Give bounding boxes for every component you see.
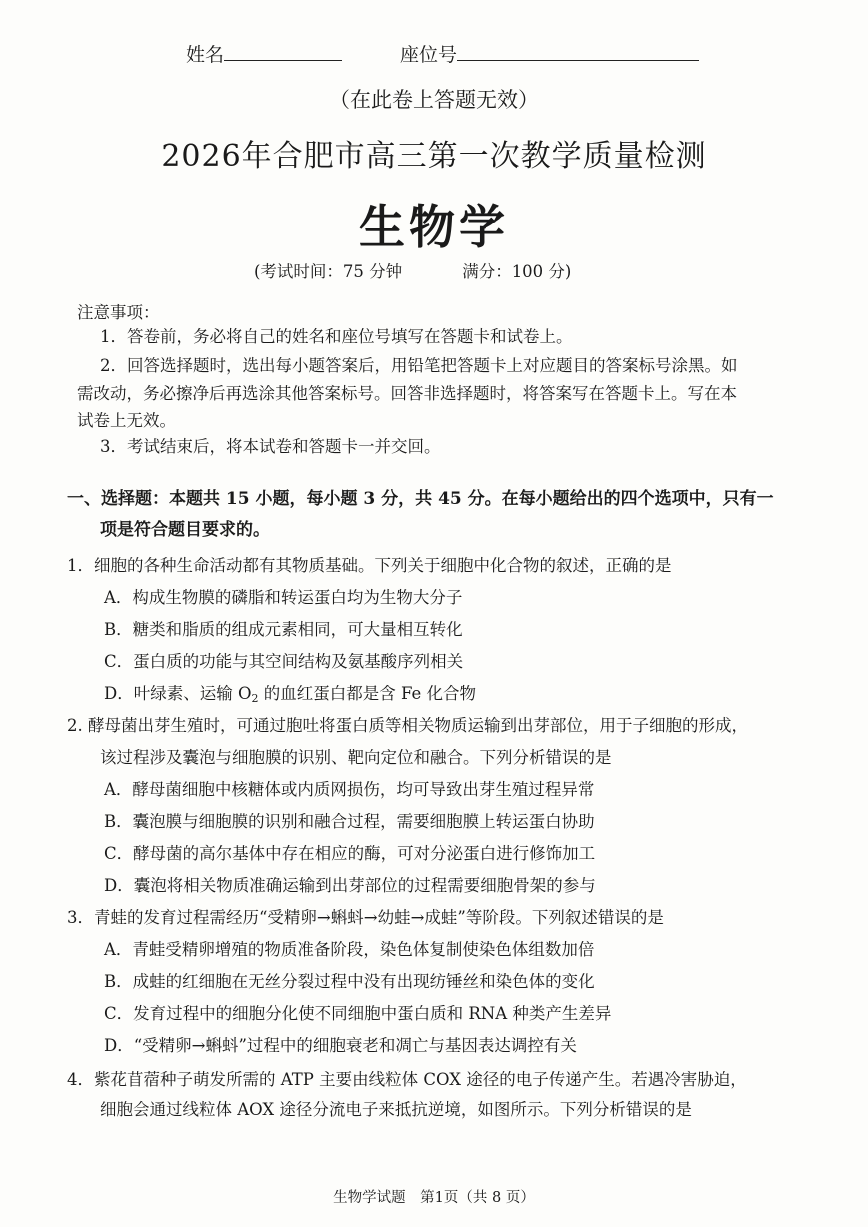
question-3-option-c: C．发育过程中的细胞分化使不同细胞中蛋白质和 RNA 种类产生差异 — [104, 1004, 612, 1023]
exam-time: (考试时间：75 分钟 — [254, 262, 403, 281]
question-1-option-c: C．蛋白质的功能与其空间结构及氨基酸序列相关 — [104, 652, 464, 671]
exam-info — [254, 258, 571, 282]
notice-heading: 注意事项： — [77, 303, 160, 322]
subject-title: 生物学 — [359, 200, 509, 254]
notice-item-3: 3．考试结束后，将本试卷和答题卡一并交回。 — [100, 437, 441, 456]
notice-item-2-end: 试卷上无效。 — [77, 411, 176, 430]
seat-blank — [457, 42, 699, 61]
name-label: 姓名 — [186, 44, 225, 66]
question-2-option-c: C．酵母菌的高尔基体中存在相应的酶，可对分泌蛋白进行修饰加工 — [104, 844, 596, 863]
question-2-stem-cont: 该过程涉及囊泡与细胞膜的识别、靶向定位和融合。下列分析错误的是 — [100, 748, 612, 767]
section-heading: 一、选择题：本题共 15 小题，每小题 3 分，共 45 分。在每小题给出的四个选项中，只有一 — [67, 489, 774, 509]
question-1-option-d: D．叶绿素、运输 $O_2$ 的血红蛋白都是含 Fe 化合物 — [104, 684, 477, 705]
exam-title: 2026年合肥市高三第一次教学质量检测 — [161, 139, 707, 174]
question-3-option-d: D．“受精卵→蝌蚪”过程中的细胞衰老和凋亡与基因表达调控有关 — [104, 1036, 577, 1055]
name-blank — [224, 42, 342, 61]
question-2-option-b: B．囊泡膜与细胞膜的识别和融合过程，需要细胞膜上转运蛋白协助 — [104, 812, 595, 831]
section-heading-cont: 项是符合题目要求的。 — [100, 520, 270, 540]
question-3-option-a: A．青蛙受精卵增殖的物质准备阶段，染色体复制使染色体组数加倍 — [104, 940, 595, 959]
page-footer: 生物学试题 第1页（共 8 页） — [333, 1190, 535, 1206]
question-1-option-a: A．构成生物膜的磷脂和转运蛋白均为生物大分子 — [104, 588, 463, 607]
header-fields — [186, 40, 699, 67]
full-score: 满分：100 分) — [462, 262, 572, 281]
question-1-option-b: B．糖类和脂质的组成元素相同，可大量相互转化 — [104, 620, 463, 639]
question-4-stem: 4．紫花苜蓿种子萌发所需的 ATP 主要由线粒体 COX 途径的电子传递产生。若遇冷害胁迫， — [67, 1070, 747, 1089]
notice-item-2-cont: 需改动，务必擦净后再选涂其他答案标号。回答非选择题时，将答案写在答题卡上。写在本 — [77, 384, 737, 403]
question-2-option-a: A．酵母菌细胞中核糖体或内质网损伤，均可导致出芽生殖过程异常 — [104, 780, 595, 799]
invalid-note: （在此卷上答题无效） — [329, 88, 539, 112]
question-2-option-d: D．囊泡将相关物质准确运输到出芽部位的过程需要细胞骨架的参与 — [104, 876, 596, 895]
question-1-stem: 1．细胞的各种生命活动都有其物质基础。下列关于细胞中化合物的叙述，正确的是 — [67, 556, 672, 575]
question-3-option-b: B．成蛙的红细胞在无丝分裂过程中没有出现纺锤丝和染色体的变化 — [104, 972, 595, 991]
question-4-stem-cont: 细胞会通过线粒体 AOX 途径分流电子来抵抗逆境，如图所示。下列分析错误的是 — [100, 1100, 692, 1119]
question-2-stem: 2. 酵母菌出芽生殖时，可通过胞吐将蛋白质等相关物质运输到出芽部位，用于子细胞的形成， — [67, 716, 748, 735]
notice-item-1: 1．答卷前，务必将自己的姓名和座位号填写在答题卡和试卷上。 — [100, 327, 573, 346]
question-3-stem: 3．青蛙的发育过程需经历“受精卵→蝌蚪→幼蛙→成蛙”等阶段。下列叙述错误的是 — [67, 908, 664, 927]
notice-item-2: 2．回答选择题时，选出每小题答案后，用铅笔把答题卡上对应题目的答案标号涂黑。如 — [100, 356, 738, 375]
seat-label: 座位号 — [400, 44, 458, 66]
